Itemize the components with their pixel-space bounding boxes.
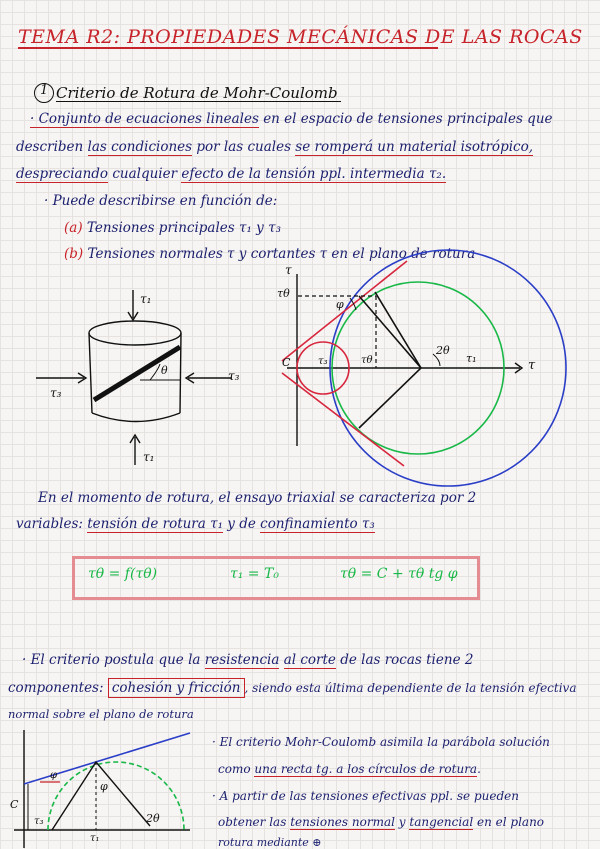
para1-term-condiciones: las condiciones — [87, 139, 193, 155]
para4-line5: rotura mediante ⊕ — [218, 836, 322, 849]
para3-resistencia: resistencia — [204, 652, 280, 668]
para3-postula: · El criterio postula que la — [22, 652, 201, 668]
mohr-tau-axis: τ — [285, 263, 292, 277]
bottom-t1: τ₁ — [90, 833, 100, 844]
para1-term-rompera: se romperá un material isotrópico, — [295, 139, 534, 155]
para4-y: y — [398, 815, 406, 829]
para1-term-ecuaciones: · Conjunto de ecuaciones lineales — [30, 111, 259, 127]
mohr-t-theta: τθ — [361, 355, 373, 366]
item2-marker: (b) — [64, 246, 84, 262]
section-number: 1 — [40, 83, 49, 98]
mohr-two-theta: 2θ — [436, 344, 450, 357]
para4-tension-normal: tensiones normal — [290, 815, 395, 829]
mohr-phi: φ — [336, 298, 344, 311]
para3-corte: al corte — [283, 652, 336, 668]
para4-como: como — [218, 762, 251, 776]
para4-recta-tg: una recta tg. a los círculos de rotura — [254, 762, 478, 776]
para4-obtener: obtener las — [218, 815, 287, 829]
para1-line1-rest: en el espacio de tensiones principales que — [263, 111, 553, 127]
formula-2: τ₁ = T₀ — [230, 566, 279, 582]
para4-line2 — [218, 762, 481, 776]
item1-marker: (a) — [64, 220, 83, 236]
bottom-phi: φ — [100, 780, 108, 793]
formula-1: τθ = f(τθ) — [88, 566, 158, 582]
mohr-c: C — [282, 356, 291, 369]
para3-componentes: componentes: — [8, 680, 104, 696]
cyl-label-bottom: τ₁ — [143, 450, 155, 464]
mohr-tau-theta: τθ — [277, 287, 290, 300]
bottom-c: C — [10, 798, 19, 811]
para4-dot: . — [477, 762, 481, 776]
section-heading: Criterio de Rotura de Mohr-Coulomb — [56, 84, 338, 102]
para1-describen: describen — [16, 139, 84, 155]
mohr-t1: τ₁ — [466, 352, 477, 365]
describe-intro: · Puede describirse en función de: — [44, 193, 278, 209]
cyl-label-left: τ₃ — [50, 386, 62, 400]
para2-y-de: y de — [227, 516, 256, 532]
para3-tiene2: de las rocas tiene 2 — [340, 652, 474, 668]
para2-line1: En el momento de rotura, el ensayo triaxial se caracteriza por 2 — [38, 490, 477, 506]
para1-term-despreciando: despreciando — [16, 166, 109, 182]
page-title: TEMA R2: PROPIEDADES MECÁNICAS DE LAS ROCAS — [18, 26, 583, 48]
para2-confinamiento: confinamiento τ₃ — [260, 516, 375, 532]
para4-line4 — [218, 815, 544, 829]
para2-tension-rotura: tensión de rotura τ₁ — [87, 516, 223, 532]
item1-text: Tensiones principales τ₁ y τ₃ — [86, 220, 281, 236]
formula-3: τθ = C + τθ tg φ — [340, 566, 458, 582]
para4-tangencial: tangencial — [409, 815, 474, 829]
bottom-two-theta: 2θ — [146, 812, 160, 825]
para3-line3: normal sobre el plano de rotura — [8, 707, 194, 721]
mohr-t3: τ₃ — [318, 356, 328, 367]
bottom-t3: τ₃ — [34, 816, 44, 827]
mohr-sigma-axis: τ — [528, 358, 536, 373]
para1-cualquier: cualquier — [112, 166, 178, 182]
item2-text: Tensiones normales τ y cortantes τ en el plano de rotura — [87, 246, 476, 262]
para3-cohesion-friccion-box: cohesión y fricción — [108, 678, 245, 698]
para2-variables: variables: — [16, 516, 83, 532]
para4-line1: · El criterio Mohr-Coulomb asimila la parábola solución — [212, 735, 550, 749]
para4-line3: · A partir de las tensiones efectivas ppl. se pueden — [212, 789, 519, 803]
para1-term-efecto: efecto de la tensión ppl. intermedia τ₂. — [181, 166, 447, 182]
cyl-label-right: τ₃ — [228, 369, 240, 383]
cyl-label-top: τ₁ — [140, 292, 152, 306]
bottom-phi-small: φ — [50, 770, 58, 781]
para1-porlascuales: por las cuales — [196, 139, 291, 155]
para4-en-plano: en el plano — [477, 815, 545, 829]
cyl-label-angle: θ — [161, 364, 168, 377]
para3-siendo: , siendo esta última dependiente de la tensión efectiva — [244, 681, 577, 695]
